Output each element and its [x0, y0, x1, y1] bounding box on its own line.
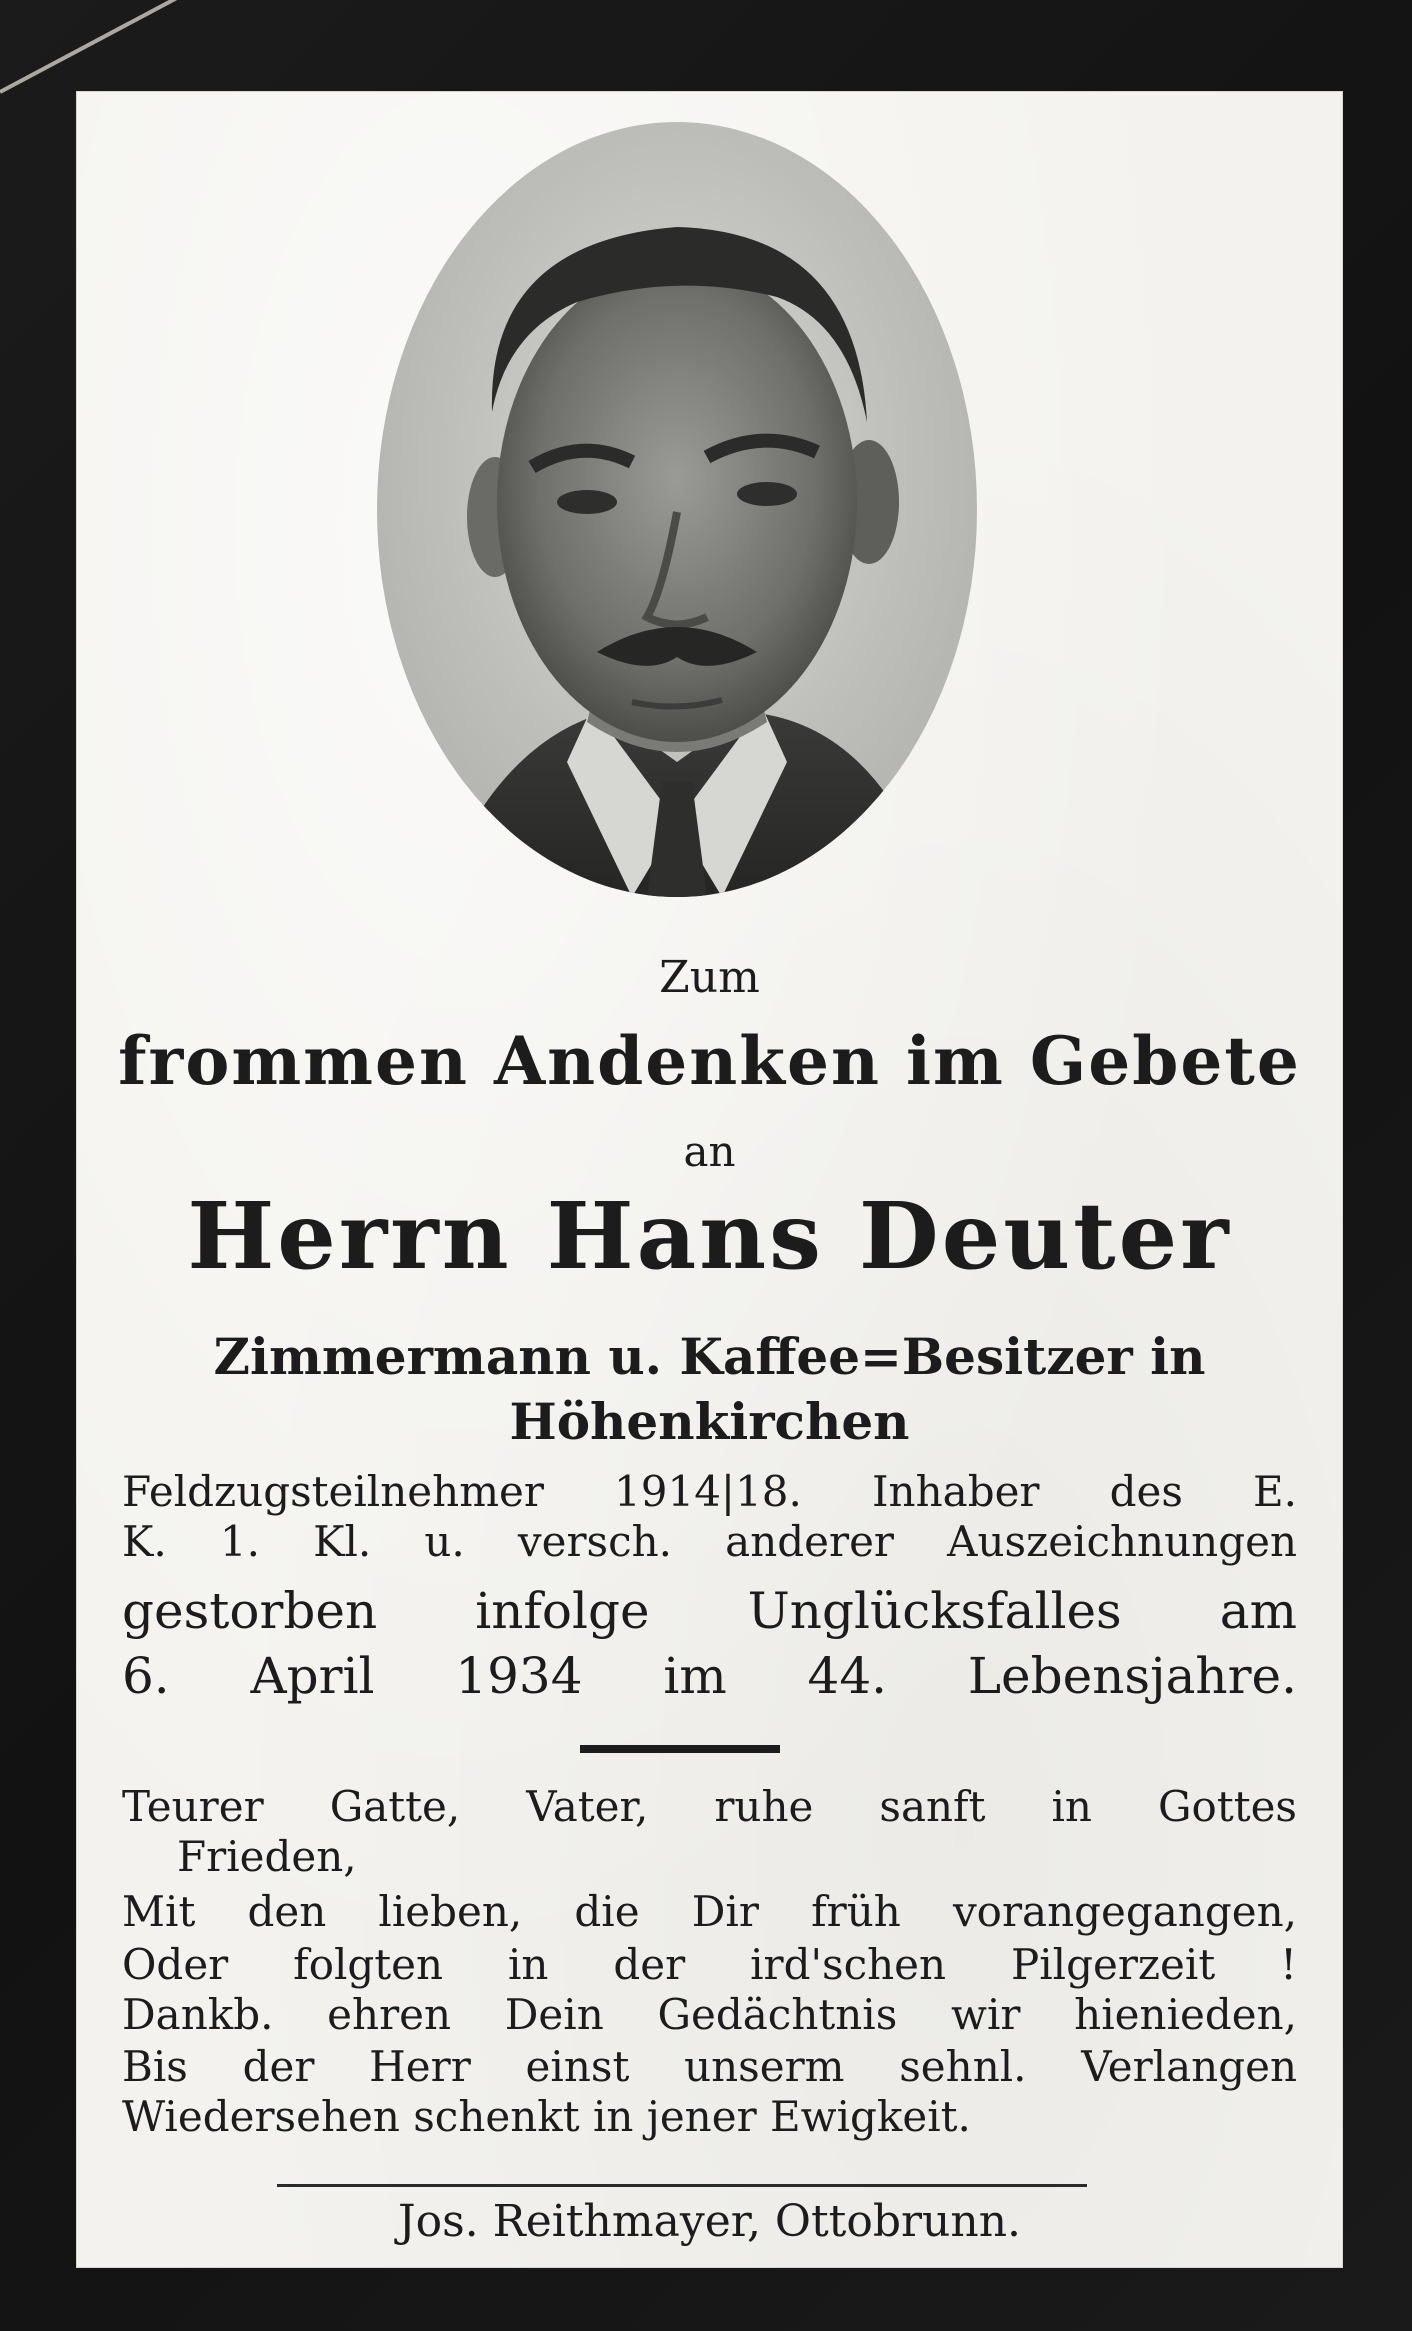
deceased-name: Herrn Hans Deuter [187, 1182, 1232, 1290]
divider-rule [580, 1745, 780, 1753]
poem-line: Bis der Herr einst unserm sehnl. Verlangen [122, 2042, 1297, 2091]
death-line-2: 6. April 1934 im 44. Lebensjahre. [122, 1647, 1297, 1705]
intro-word: Zum [659, 952, 760, 1003]
occupation-line: Zimmermann u. Kaffee=Besitzer in [213, 1327, 1206, 1386]
death-line-1: gestorben infolge Unglücksfalles am [122, 1582, 1297, 1640]
portrait-photo [377, 122, 977, 897]
portrait-illustration [377, 122, 977, 897]
poem-line: Mit den lieben, die Dir früh vorangegangen, [122, 1887, 1297, 1936]
memorial-card [77, 92, 1342, 2267]
printer-credit: Jos. Reithmayer, Ottobrunn. [397, 2196, 1022, 2247]
service-line-2: K. 1. Kl. u. versch. anderer Auszeichnungen [122, 1517, 1297, 1566]
poem-line: Dankb. ehren Dein Gedächtnis wir hienieden, [122, 1990, 1297, 2039]
preposition-an: an [683, 1127, 736, 1176]
poem-line: Teurer Gatte, Vater, ruhe sanft in Gottes [122, 1782, 1297, 1831]
poem-line: Wiedersehen schenkt in jener Ewigkeit. [122, 2092, 971, 2141]
poem-line: Oder folgten in der ird'schen Pilgerzeit ! [122, 1940, 1297, 1989]
service-line-1: Feldzugsteilnehmer 1914|18. Inhaber des E. [122, 1467, 1297, 1516]
printer-rule [277, 2184, 1087, 2187]
place-name: Höhenkirchen [509, 1392, 910, 1451]
poem-line: Frieden, [177, 1832, 357, 1881]
headline: frommen Andenken im Gebete [118, 1022, 1301, 1100]
